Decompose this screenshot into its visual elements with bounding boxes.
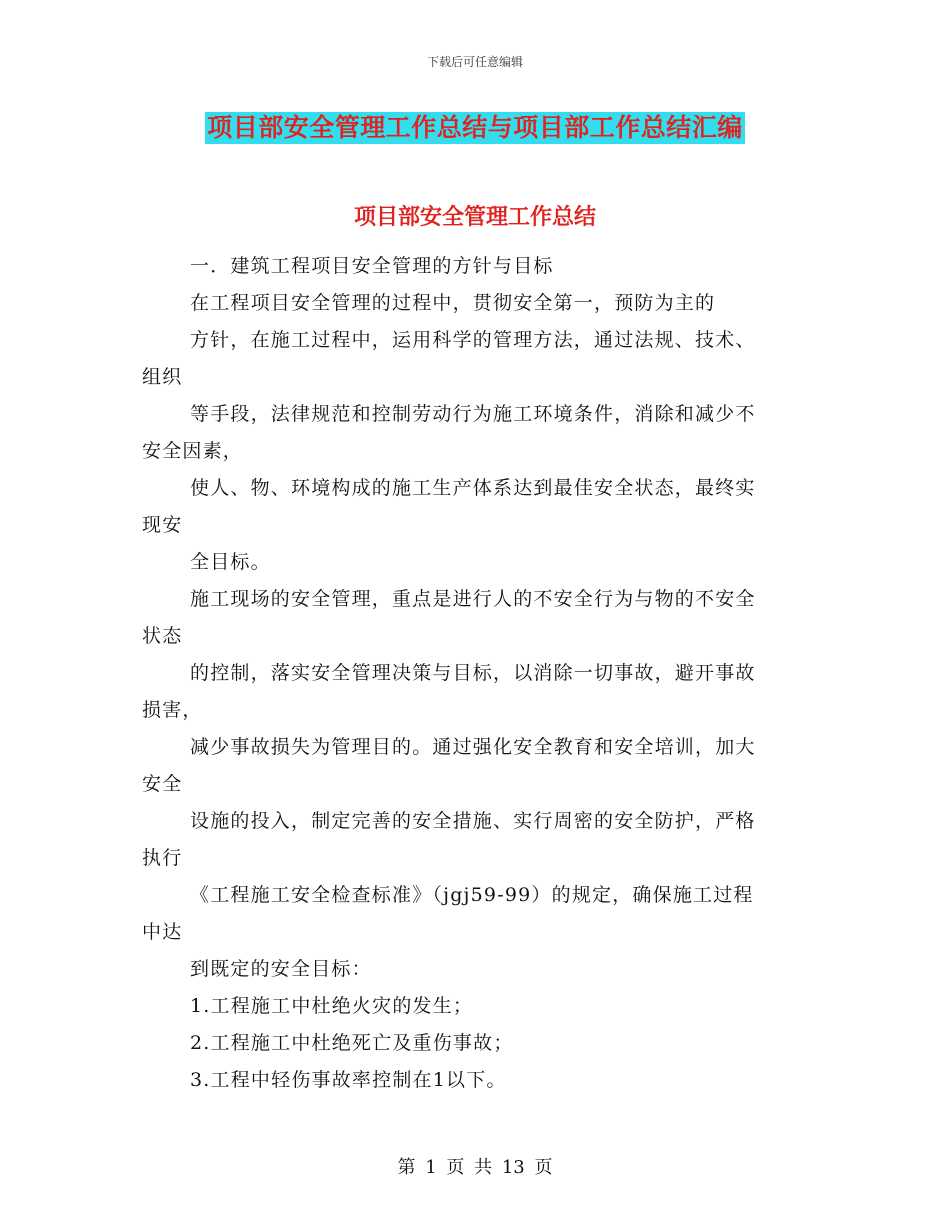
text-line: 现安 bbox=[142, 514, 183, 536]
text-line: 使人、物、环境构成的施工生产体系达到最佳安全状态，最终实 bbox=[190, 477, 756, 499]
text-line: 的控制，落实安全管理决策与目标，以消除一切事故，避开事故 bbox=[190, 662, 756, 684]
text-line: 到既定的安全目标： bbox=[190, 958, 372, 980]
text-line: 安全因素， bbox=[142, 440, 244, 462]
text-line: 安全 bbox=[142, 773, 183, 795]
text-line: 方针，在施工过程中，运用科学的管理方法，通过法规、技术、 bbox=[190, 329, 756, 351]
document-title: 项目部安全管理工作总结与项目部工作总结汇编 bbox=[207, 113, 743, 142]
text-line: 3.工程中轻伤事故率控制在1以下。 bbox=[190, 1069, 507, 1091]
text-line: 全目标。 bbox=[190, 551, 271, 573]
text-line: 中达 bbox=[142, 921, 183, 943]
text-line: 组织 bbox=[142, 366, 183, 388]
text-line: 减少事故损失为管理目的。通过强化安全教育和安全培训，加大 bbox=[190, 736, 756, 758]
text-line: 2.工程施工中杜绝死亡及重伤事故； bbox=[190, 1032, 514, 1054]
section-title: 项目部安全管理工作总结 bbox=[353, 204, 596, 230]
text-line: 施工现场的安全管理，重点是进行人的不安全行为与物的不安全 bbox=[190, 588, 756, 610]
main-title-wrap bbox=[0, 112, 950, 144]
page-footer: 第 1 页 共 13 页 bbox=[397, 1157, 553, 1178]
text-line: 《工程施工安全检查标准》（jgj59-99）的规定，确保施工过程 bbox=[190, 884, 754, 906]
text-line: 损害， bbox=[142, 699, 203, 721]
text-line: 状态 bbox=[142, 625, 183, 647]
header-note: 下载后可任意编辑 bbox=[426, 55, 523, 69]
text-line: 在工程项目安全管理的过程中，贯彻安全第一，预防为主的 bbox=[190, 292, 716, 314]
text-line: 执行 bbox=[142, 847, 183, 869]
text-line: 设施的投入，制定完善的安全措施、实行周密的安全防护，严格 bbox=[190, 810, 756, 832]
text-line: 1.工程施工中杜绝火灾的发生； bbox=[190, 995, 474, 1017]
text-line: 一．建筑工程项目安全管理的方针与目标 bbox=[190, 255, 554, 277]
text-line: 等手段，法律规范和控制劳动行为施工环境条件，消除和减少不 bbox=[190, 403, 756, 425]
